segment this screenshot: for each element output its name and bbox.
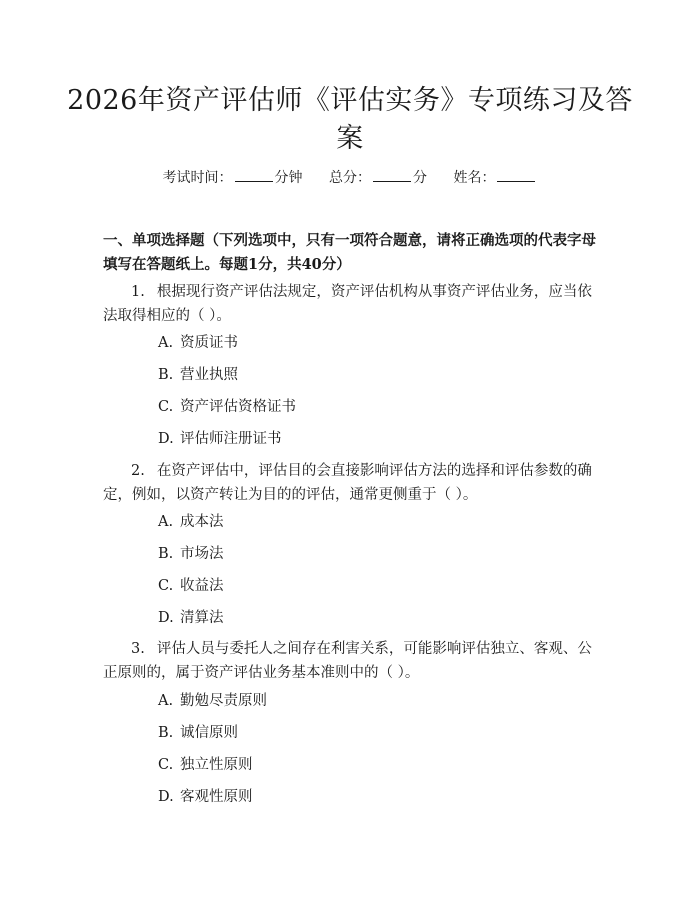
question-2-option-c — [158, 576, 224, 596]
question-2-option-a — [158, 512, 224, 532]
document-title: 2026年资产评估师《评估实务》专项练习及答案 — [67, 85, 633, 154]
option-letter: C. — [158, 399, 174, 415]
question-stem: 评估人员与委托人之间存在利害关系，可能影响评估独立、客观、公正原则的，属于资产评估业务基本准则中的（ ）。 — [103, 641, 592, 681]
question-2 — [103, 459, 603, 507]
question-1-option-c — [158, 397, 296, 417]
option-text: 收益法 — [180, 578, 224, 594]
option-letter: D. — [158, 431, 174, 447]
option-letter: D. — [158, 610, 174, 626]
option-text: 独立性原则 — [180, 757, 253, 773]
option-text: 营业执照 — [180, 367, 238, 383]
section-heading: 一、单项选择题（下列选项中，只有一项符合题意，请将正确选项的代表字母填写在答题纸上。每题1分，共40分） — [103, 232, 596, 273]
option-text: 资产评估资格证书 — [180, 399, 296, 415]
option-text: 勤勉尽责原则 — [180, 693, 267, 709]
question-stem: 在资产评估中，评估目的会直接影响评估方法的选择和评估参数的确定，例如，以资产转让为目的的评估，通常更侧重于（ ）。 — [103, 463, 592, 503]
option-text: 诚信原则 — [180, 725, 238, 741]
question-3 — [103, 637, 603, 685]
option-letter: B. — [158, 725, 174, 741]
option-letter: B. — [158, 367, 174, 383]
question-2-option-d — [158, 608, 224, 628]
question-3-option-c — [158, 755, 253, 775]
exam-name-label: 姓名： — [453, 170, 496, 186]
exam-time-field — [163, 168, 303, 188]
exam-name-field — [453, 168, 537, 188]
question-3-option-b — [158, 723, 238, 743]
option-letter: D. — [158, 789, 174, 805]
option-text: 成本法 — [180, 514, 224, 530]
option-letter: C. — [158, 578, 174, 594]
option-letter: A. — [158, 335, 174, 351]
exam-time-unit: 分钟 — [274, 170, 303, 186]
question-1-option-d — [158, 429, 282, 449]
option-text: 市场法 — [180, 546, 224, 562]
exam-info-line — [0, 168, 700, 188]
exam-name-blank — [497, 169, 535, 182]
exam-time-label: 考试时间： — [162, 170, 233, 186]
option-letter: A. — [158, 693, 174, 709]
exam-score-unit: 分 — [413, 170, 427, 186]
exam-score-label: 总分： — [329, 170, 371, 186]
exam-score-blank — [373, 169, 411, 182]
option-text: 清算法 — [180, 610, 224, 626]
question-number: 1. — [131, 284, 145, 300]
question-3-option-d — [158, 787, 253, 807]
option-letter: C. — [158, 757, 174, 773]
question-1-option-a — [158, 333, 238, 353]
question-1 — [103, 280, 603, 328]
question-stem: 根据现行资产评估法规定，资产评估机构从事资产评估业务，应当依法取得相应的（ ）。 — [103, 284, 592, 324]
question-number: 3. — [131, 641, 145, 657]
question-1-option-b — [158, 365, 238, 385]
option-text: 客观性原则 — [180, 789, 253, 805]
exam-score-field — [329, 168, 427, 188]
option-text: 评估师注册证书 — [180, 431, 282, 447]
option-letter: A. — [158, 514, 174, 530]
option-letter: B. — [158, 546, 174, 562]
option-text: 资质证书 — [180, 335, 238, 351]
question-2-option-b — [158, 544, 224, 564]
question-number: 2. — [131, 463, 145, 479]
question-3-option-a — [158, 691, 267, 711]
exam-time-blank — [235, 169, 273, 182]
